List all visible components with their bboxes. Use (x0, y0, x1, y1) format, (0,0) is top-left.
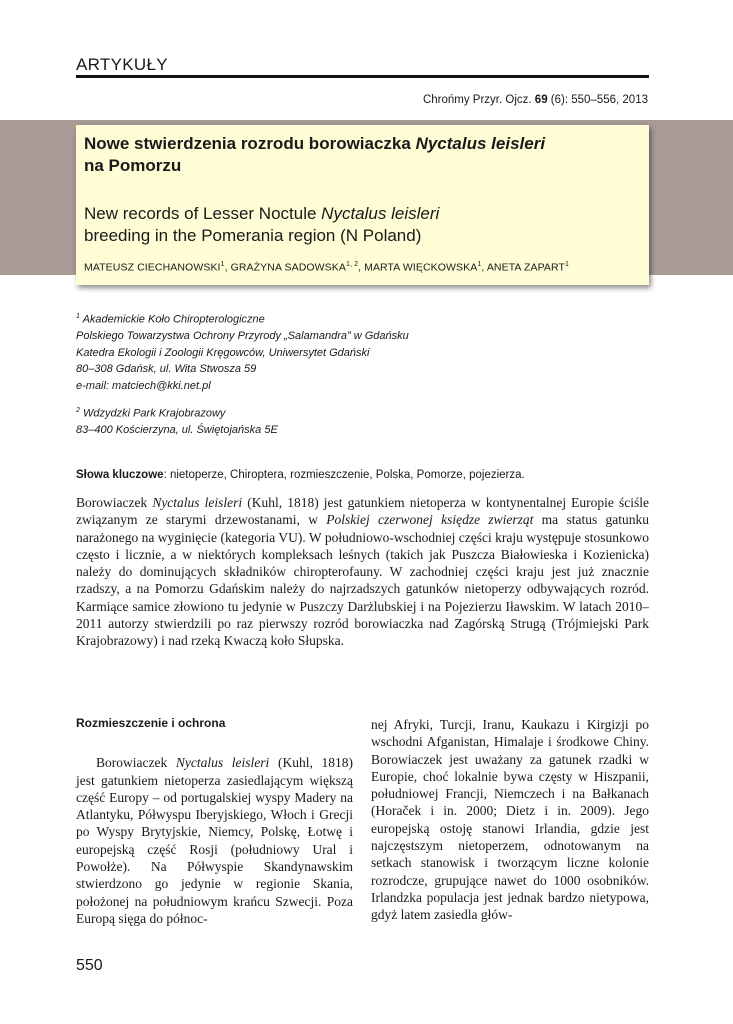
author-affil: 1 (477, 261, 482, 268)
title-pl-prefix: Nowe stwierdzenia rozrodu borowiaczka (84, 134, 411, 153)
title-en-species: Nyctalus leisleri (321, 204, 440, 223)
keywords (76, 469, 649, 481)
body-text: Borowiaczek (96, 755, 176, 771)
body-text: (Kuhl, 1818) jest gatunkiem nietoperza zasiedlającym większą część Europy – od portugalskiej wyspy Madery na Atlantyku, Półwyspu Iberyjskiego, Włoch i Grecji po Wyspy Brytyjskie, Niemcy, Polskę, Łotwę i europejską część Rosji (południowy Ural i Powołże). Na Półwyspie Skandynawskim stwierdzono go jedynie w regionie Skania, położonej na południowym krańcu Szwecji. Poza Europą sięga do północ- (76, 755, 353, 926)
affil-line: Akademickie Koło Chiropterologiczne (82, 313, 265, 326)
author-affil: 1 (565, 261, 570, 268)
abstract-text: (Kuhl, 1818) jest gatunkiem nietoperza w kontynentalnej Europie ściśle związanym ze starymi drzewostanami, w (76, 495, 649, 528)
section-heading: ARTYKUŁY (76, 55, 168, 74)
keywords-text: : nietoperze, Chiroptera, rozmieszczenie, Polska, Pomorze, pojezierza. (163, 469, 525, 481)
abstract-text: Borowiaczek (76, 495, 153, 510)
title-polish (84, 133, 644, 177)
body-species: Nyctalus leisleri (175, 755, 270, 771)
abstract-species: Nyctalus leisleri (152, 495, 243, 510)
affiliation-1 (76, 309, 409, 394)
abstract-book-title: Polskiej czerwonej księdze zwierząt (326, 512, 534, 528)
body-column-left (76, 715, 353, 927)
title-pl-species: Nyctalus leisleri (415, 134, 546, 153)
affil-line: 83–400 Kościerzyna, ul. Świętojańska 5E (76, 424, 278, 437)
header-rule (76, 75, 649, 78)
title-pl-suffix: na Pomorzu (84, 156, 182, 175)
page-number: 550 (76, 957, 103, 974)
affil-marker: 2 (76, 407, 80, 414)
affil-email: e-mail: matciech@kki.net.pl (76, 379, 211, 392)
affil-line: 80–308 Gdańsk, ul. Wita Stwosza 59 (76, 363, 257, 376)
citation-journal: Chrońmy Przyr. Ojcz. (422, 94, 532, 106)
body-paragraph: nej Afryki, Turcji, Iranu, Kaukazu i Kirgizji po wschodni Afganistan, Himalaje i środkowe Chiny. Borowiaczek jest uważany za gatunek rzadki w Europie, choć lokalnie bywa częsty w Hiszpanii, południowej Francji, Niemczech i na Bałkanach (Horaček i in. 2000; Dietz i in. 2009). Jego europejską ostoję stanowi Irlandia, gdzie jest najczęstszym nietoperzem, odnotowanym na setkach stanowisk i tworzącym liczne kolonie rozrodcze, grupujące nawet do 1000 osobników. Irlandzka populacja jest jednak bardzo nietypowa, gdyż latem zasiedla głów- (371, 717, 649, 923)
author-name: MATEUSZ CIECHANOWSKI (84, 261, 221, 274)
affil-marker: 1 (76, 313, 80, 320)
body-paragraph (76, 754, 353, 927)
keywords-label: Słowa kluczowe (76, 469, 164, 481)
abstract-text: ma status gatunku narażonego na wyginięcie (kategoria VU). W południowo-wschodniej części kraju występuje stosunkowo często i licznie, a w niektórych kompleksach leśnych (takich jak Puszcza Białowieska i Kozienicka) należy do dominujących składników chiropterofauny. W zachodniej części kraju jest już znacznie rzadszy, a na Pomorzu Gdańskim należy do najrzadszych gatunków nietoperzy odbywających rozród. Karmiące samice złowiono tu jedynie w Puszczy Darżlubskiej i na Pojezierzu Iławskim. W latach 2010–2011 autorzy stwierdzili po raz pierwszy rozród borowiaczka nad Zagórską Strugą (Trójmiejski Park Krajobrazowy) i nad rzeką Kwaczą koło Słupska. (76, 512, 649, 649)
citation-issue-pages: (6): 550–556, 2013 (550, 94, 648, 106)
affiliation-2 (76, 403, 278, 439)
title-box (76, 125, 649, 285)
author-name: MARTA WIĘCKOWSKA (364, 261, 478, 274)
author-name: ANETA ZAPART (486, 261, 566, 274)
affil-line: Polskiego Towarzystwa Ochrony Przyrody „Salamandra” w Gdańsku (76, 330, 409, 343)
title-en-suffix: breeding in the Pomerania region (N Poland) (84, 226, 422, 245)
title-en-prefix: New records of Lesser Noctule (84, 204, 317, 223)
author-list: MATEUSZ CIECHANOWSKI$^1$, GRAŻYNA SADOWSKA$^{1, 2}$, MARTA WIĘCKOWSKA$^1$, ANETA ZAPART$^1$ (84, 261, 570, 274)
affil-line: Wdzydzki Park Krajobrazowy (82, 407, 226, 420)
body-column-right (371, 716, 649, 924)
title-english (84, 203, 644, 247)
abstract (76, 494, 649, 650)
author-name: GRAŻYNA SADOWSKA (230, 261, 346, 274)
citation-volume: 69 (534, 94, 548, 106)
affil-line: Katedra Ekologii i Zoologii Kręgowców, Uniwersytet Gdański (76, 346, 370, 359)
author-affil: 1, 2 (345, 261, 359, 268)
citation (423, 94, 648, 106)
section-title: Rozmieszczenie i ochrona (76, 716, 226, 730)
author-affil: 1 (220, 261, 225, 268)
